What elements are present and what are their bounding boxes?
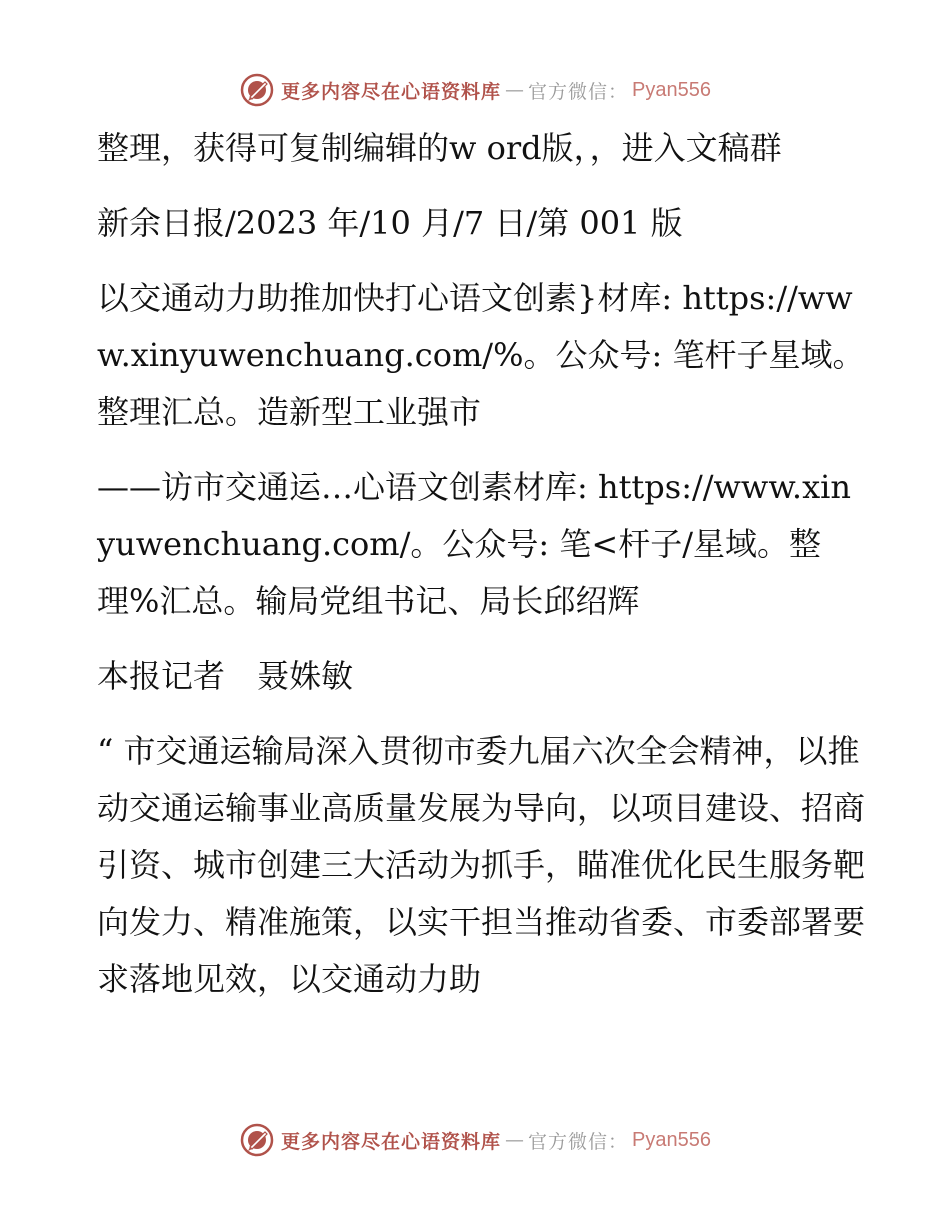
banner-official-label: 官方微信： — [528, 1130, 629, 1153]
paragraph-subtitle: ——访市交通运…心语文创素材库: https://www.xinyuwenchuang.com/。公众号: 笔<杆子/星域。整理%汇总。输局党组书记、局长邱绍辉 — [97, 468, 851, 620]
pen-logo-icon — [239, 72, 275, 108]
banner-wechat-handle: Pyan556 — [632, 1128, 711, 1151]
paragraph-reporter: 本报记者 聂姝敏 — [97, 657, 354, 695]
banner-brand-text: 更多内容尽在心语资料库 — [281, 1130, 502, 1153]
banner-wechat-handle: Pyan556 — [632, 78, 711, 101]
pen-logo-icon — [239, 1122, 275, 1158]
banner-brand-text: 更多内容尽在心语资料库 — [281, 80, 502, 103]
paragraph-intro: 整理，获得可复制编辑的w ord版，，进入文稿群 — [97, 129, 782, 167]
banner-dash: — — [505, 1129, 525, 1151]
paragraph-body: “ 市交通运输局深入贯彻市委九届六次全会精神，以推动交通运输事业高质量发展为导向，以项目建设、招商引资、城市创建三大活动为抓手，瞄准优化民生服务靶向发力、精准施策，以实干担当推动省委、市委部署要求落地见效，以交通动力助 — [97, 732, 866, 998]
header-banner — [0, 70, 950, 110]
document-body — [97, 120, 867, 1008]
paragraph-source: 新余日报/2023 年/10 月/7 日/第 001 版 — [97, 204, 683, 242]
paragraph-title: 以交通动力助推加快打心语文创素}材库: https://www.xinyuwenchuang.com/%。公众号: 笔杆子星域。整理汇总。造新型工业强市 — [97, 279, 865, 431]
banner-dash: — — [505, 79, 525, 101]
banner-official-label: 官方微信： — [528, 80, 629, 103]
footer-banner — [0, 1120, 950, 1160]
